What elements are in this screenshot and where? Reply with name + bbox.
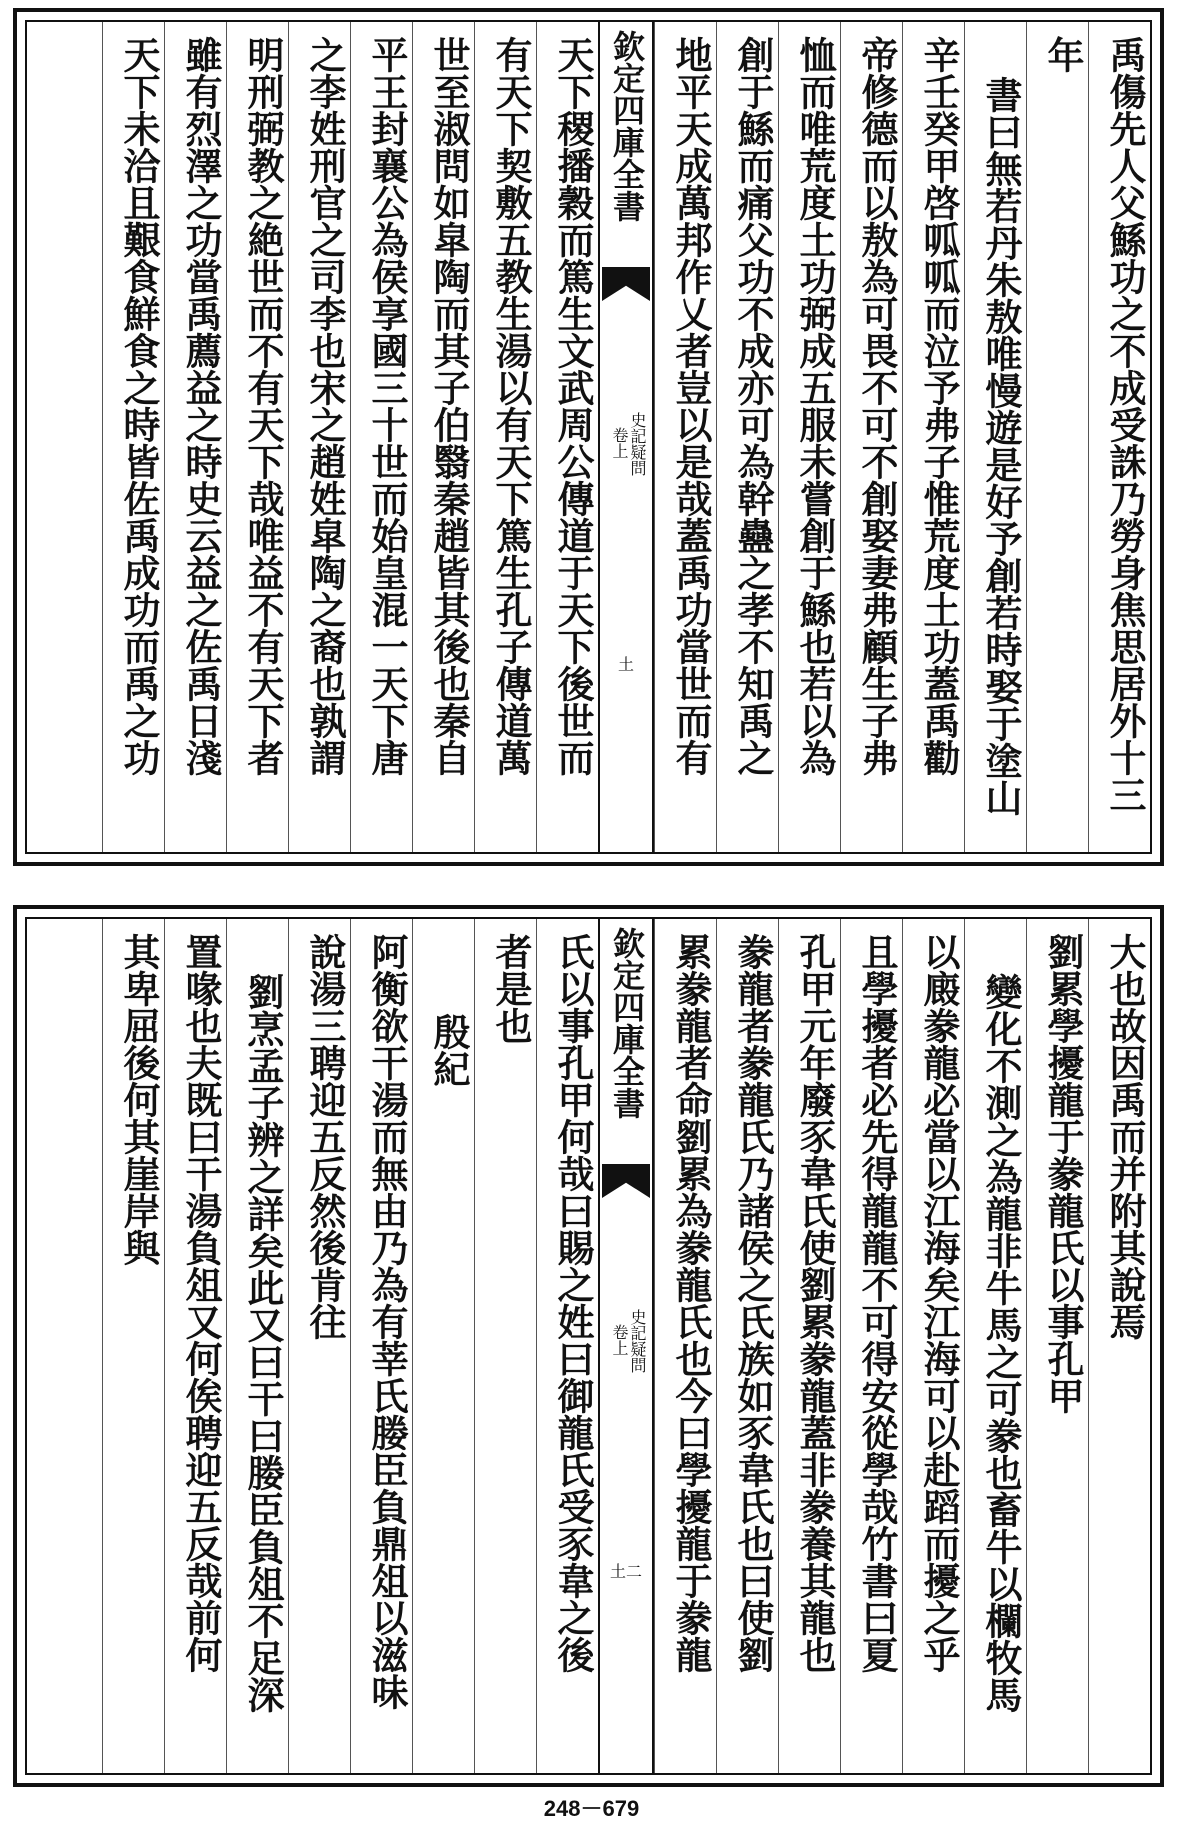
bottom-right-col-6 [778, 919, 840, 1773]
text-column: 書曰無若丹朱敖唯慢遊是好予創若時娶于塗山 [979, 76, 1023, 816]
text-column: 劉烹孟子辨之詳矣此又曰干曰媵臣負俎不足深 [241, 973, 285, 1713]
text-column: 之李姓刑官之司李也宋之趙姓皐陶之裔也孰謂 [303, 36, 347, 776]
text-column: 孔甲元年廢豕韋氏使劉累豢龍蓋非豢養其龍也 [793, 933, 837, 1673]
bottom-right-col-5 [840, 919, 902, 1773]
top-right-col-6 [778, 22, 840, 852]
center-volume: 卷上 [610, 1324, 629, 1356]
section-heading: 殷紀 [427, 1013, 471, 1087]
text-column: 帝修德而以敖為可畏不可不創娶妻弗顧生子弗 [855, 36, 899, 776]
center-folio: 土二 [609, 1562, 642, 1581]
text-column: 年 [1041, 36, 1085, 73]
text-column: 雖有烈澤之功當禹薦益之時史云益之佐禹日淺 [179, 36, 223, 776]
text-column: 者是也 [489, 933, 533, 1044]
top-left-col-7 [164, 22, 226, 852]
text-column: 世至淑問如皐陶而其子伯翳秦趙皆其後也秦自 [427, 36, 471, 776]
text-column: 創于鯀而痛父功不成亦可為幹蠱之孝不知禹之 [731, 36, 775, 776]
bottom-left-col-1 [536, 919, 598, 1773]
top-right-col-4 [902, 22, 964, 852]
top-right-col-8 [654, 22, 716, 852]
text-column: 有天下契敷五教生湯以有天下篤生孔子傳道萬 [489, 36, 533, 776]
text-column: 說湯三聘迎五反然後肯往 [303, 933, 347, 1340]
center-book-name: 史記疑問 [628, 1309, 647, 1373]
fish-tail-mark-icon [602, 267, 650, 301]
text-column: 平王封襄公為侯享國三十世而始皇混一天下唐 [365, 36, 409, 776]
text-column: 以廄豢龍必當以江海矣江海可以赴蹈而擾之乎 [917, 933, 961, 1673]
bottom-right-col-3 [964, 919, 1026, 1773]
center-book-name: 史記疑問 [628, 412, 647, 476]
top-page [13, 8, 1164, 866]
bottom-right-col-1 [1088, 919, 1150, 1773]
bottom-left-col-6 [226, 919, 288, 1773]
top-right-col-1 [1088, 22, 1150, 852]
bottom-left-col-2 [474, 919, 536, 1773]
text-column: 其卑屈後何其崖岸與 [117, 933, 161, 1266]
center-folio: 土 [617, 655, 634, 674]
bottom-page [13, 905, 1164, 1787]
bottom-left-col-8 [102, 919, 164, 1773]
text-column: 大也故因禹而并附其說焉 [1103, 933, 1147, 1340]
top-left-col-3 [412, 22, 474, 852]
footer-page-number: 248－679 [543, 1796, 640, 1821]
top-left-col-5 [288, 22, 350, 852]
bottom-right-col-2 [1026, 919, 1088, 1773]
bottom-center-band [598, 919, 654, 1773]
top-left-col-1 [536, 22, 598, 852]
top-left-col-4 [350, 22, 412, 852]
text-column: 天下稷播穀而篤生文武周公傳道于天下後世而 [551, 36, 595, 776]
text-column: 累豢龍者命劉累為豢龍氏也今曰學擾龍于豢龍 [669, 933, 713, 1673]
top-right-col-5 [840, 22, 902, 852]
bottom-left-col-5 [288, 919, 350, 1773]
bottom-right-col-4 [902, 919, 964, 1773]
text-column: 天下未洽且艱食鮮食之時皆佐禹成功而禹之功 [117, 36, 161, 776]
text-column: 變化不測之為龍非牛馬之可豢也畜牛以欄牧馬 [979, 973, 1023, 1713]
text-column: 禹傷先人父鯀功之不成受誅乃勞身焦思居外十三 [1103, 36, 1147, 813]
center-title: 欽定四庫全書 [608, 927, 646, 1119]
top-right-col-3 [964, 22, 1026, 852]
top-left-col-6 [226, 22, 288, 852]
text-column: 恤而唯荒度土功弼成五服未嘗創于鯀也若以為 [793, 36, 837, 776]
text-column: 劉累學擾龍于豢龍氏以事孔甲 [1041, 933, 1085, 1414]
bottom-page-frame [25, 917, 1152, 1775]
text-column: 豢龍者豢龍氏乃諸侯之氏族如豕韋氏也曰使劉 [731, 933, 775, 1673]
fish-tail-mark-icon [602, 1164, 650, 1198]
bottom-right-col-8 [654, 919, 716, 1773]
bottom-left-col-4 [350, 919, 412, 1773]
text-column: 地平天成萬邦作乂者豈以是哉蓋禹功當世而有 [669, 36, 713, 776]
center-volume: 卷上 [610, 427, 629, 459]
text-column: 且學擾者必先得龍龍不可得安從學哉竹書曰夏 [855, 933, 899, 1673]
bottom-left-col-3 [412, 919, 474, 1773]
bottom-left-col-7 [164, 919, 226, 1773]
text-column: 明刑弼教之絶世而不有天下哉唯益不有天下者 [241, 36, 285, 776]
top-right-col-2 [1026, 22, 1088, 852]
top-page-frame [25, 20, 1152, 854]
text-column: 置喙也夫既曰干湯負俎又何俟聘迎五反哉前何 [179, 933, 223, 1673]
text-column: 氏以事孔甲何哉曰賜之姓曰御龍氏受豕韋之後 [551, 933, 595, 1673]
bottom-right-col-7 [716, 919, 778, 1773]
top-center-band [598, 22, 654, 852]
center-title: 欽定四庫全書 [608, 30, 646, 222]
top-left-col-8 [102, 22, 164, 852]
top-right-col-7 [716, 22, 778, 852]
text-column: 阿衡欲干湯而無由乃為有莘氏媵臣負鼎俎以滋味 [365, 933, 409, 1710]
text-column: 辛壬癸甲啓呱呱而泣予弗子惟荒度土功蓋禹勸 [917, 36, 961, 776]
top-left-col-2 [474, 22, 536, 852]
